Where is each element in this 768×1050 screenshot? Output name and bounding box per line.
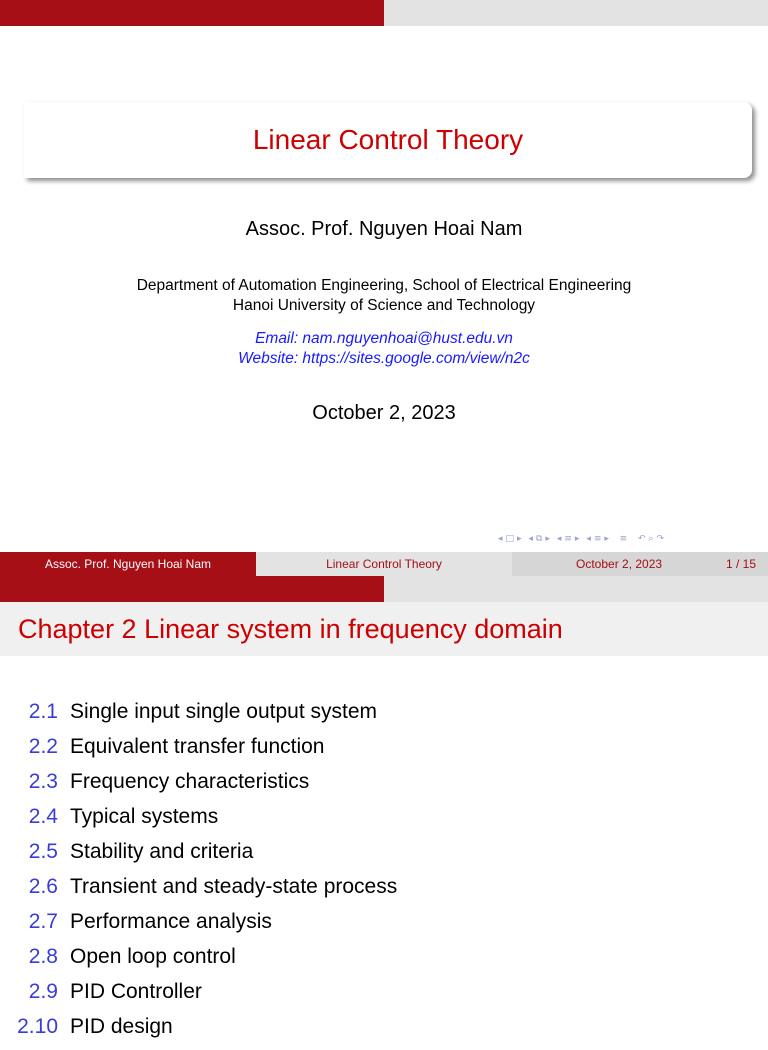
email-link[interactable]: Email: nam.nguyenhoai@hust.edu.vn xyxy=(255,330,513,347)
toc-item[interactable] xyxy=(0,875,768,910)
institute-line-2: Hanoi University of Science and Technology xyxy=(232,297,536,314)
toc-label: Open loop control xyxy=(70,945,236,968)
nav-align-icon[interactable]: ≡ xyxy=(615,534,633,544)
nav-forward-icon[interactable]: ↷ xyxy=(656,534,666,544)
toc-number: 2.10 xyxy=(17,1015,58,1038)
nav-section-icon[interactable]: ≡ xyxy=(593,534,603,544)
toc-item[interactable] xyxy=(0,700,768,735)
footer-author: Assoc. Prof. Nguyen Hoai Nam xyxy=(0,552,256,576)
toc-label: Single input single output system xyxy=(70,700,378,723)
toc-label: Frequency characteristics xyxy=(70,770,310,793)
toc-number: 2.2 xyxy=(28,735,58,758)
toc-item[interactable] xyxy=(0,945,768,980)
nav-search-icon[interactable]: ⌕ xyxy=(648,534,655,544)
toc-item[interactable] xyxy=(0,770,768,805)
nav-prev-section-icon[interactable]: ◂ xyxy=(556,534,563,544)
nav-next-frame-icon[interactable]: ▸ xyxy=(517,534,523,544)
toc-item[interactable] xyxy=(0,805,768,840)
toc-label: Stability and criteria xyxy=(70,840,254,863)
nav-next-section-icon[interactable]: ▸ xyxy=(574,534,581,544)
beamer-navigation-bar xyxy=(498,534,762,548)
frame-title-bar xyxy=(0,602,768,656)
toc-label: Typical systems xyxy=(70,805,219,828)
author-name: Assoc. Prof. Nguyen Hoai Nam xyxy=(245,218,523,240)
footer-date: October 2, 2023 xyxy=(576,557,663,571)
nav-next-subsection-icon[interactable]: ▸ xyxy=(545,534,551,544)
footer-bar xyxy=(0,552,768,576)
nav-prev-section-icon[interactable]: ◂ xyxy=(586,534,592,544)
toc-item[interactable] xyxy=(0,840,768,875)
toc-number: 2.1 xyxy=(28,700,58,723)
toc-item[interactable] xyxy=(0,1015,768,1050)
footer-date-page xyxy=(512,552,768,576)
toc-item[interactable] xyxy=(0,910,768,945)
header-bar-right xyxy=(384,0,768,26)
toc-number: 2.3 xyxy=(28,770,58,793)
title-box xyxy=(24,102,752,178)
presentation-date: October 2, 2023 xyxy=(312,402,456,424)
presentation-title: Linear Control Theory xyxy=(252,124,524,155)
header-bar-left xyxy=(0,576,384,602)
nav-section-icon[interactable]: ≡ xyxy=(564,534,573,544)
frame-title: Chapter 2 Linear system in frequency domain xyxy=(18,614,563,644)
toc-number: 2.9 xyxy=(28,980,58,1003)
toc-number: 2.8 xyxy=(28,945,58,968)
nav-subsection-icon[interactable]: ⧉ xyxy=(535,534,544,544)
toc-label: Transient and steady-state process xyxy=(70,875,398,898)
nav-frame-icon[interactable]: □ xyxy=(505,534,516,544)
header-bar-left xyxy=(0,0,384,26)
nav-prev-frame-icon[interactable]: ◂ xyxy=(498,534,504,544)
toc-number: 2.6 xyxy=(28,875,58,898)
toc-number: 2.7 xyxy=(28,910,58,933)
toc-number: 2.5 xyxy=(28,840,58,863)
institute-line-1: Department of Automation Engineering, School of Electrical Engineering xyxy=(136,277,632,294)
toc-label: Performance analysis xyxy=(70,910,272,933)
toc-label: PID design xyxy=(70,1015,173,1038)
toc-number: 2.4 xyxy=(28,805,58,828)
toc-label: Equivalent transfer function xyxy=(70,735,325,758)
footer-title: Linear Control Theory xyxy=(256,552,512,576)
toc-item[interactable] xyxy=(0,980,768,1015)
toc-item[interactable] xyxy=(0,735,768,770)
nav-back-icon[interactable]: ↶ xyxy=(637,534,647,544)
header-bar-right xyxy=(384,576,768,602)
chapter-toc xyxy=(0,700,768,1050)
website-link[interactable]: Website: https://sites.google.com/view/n2c xyxy=(238,350,530,367)
nav-next-section-icon[interactable]: ▸ xyxy=(604,534,610,544)
nav-prev-subsection-icon[interactable]: ◂ xyxy=(528,534,534,544)
toc-label: PID Controller xyxy=(70,980,202,1003)
footer-page-number: 1 / 15 xyxy=(725,557,756,571)
chapter-slide xyxy=(0,576,768,1038)
